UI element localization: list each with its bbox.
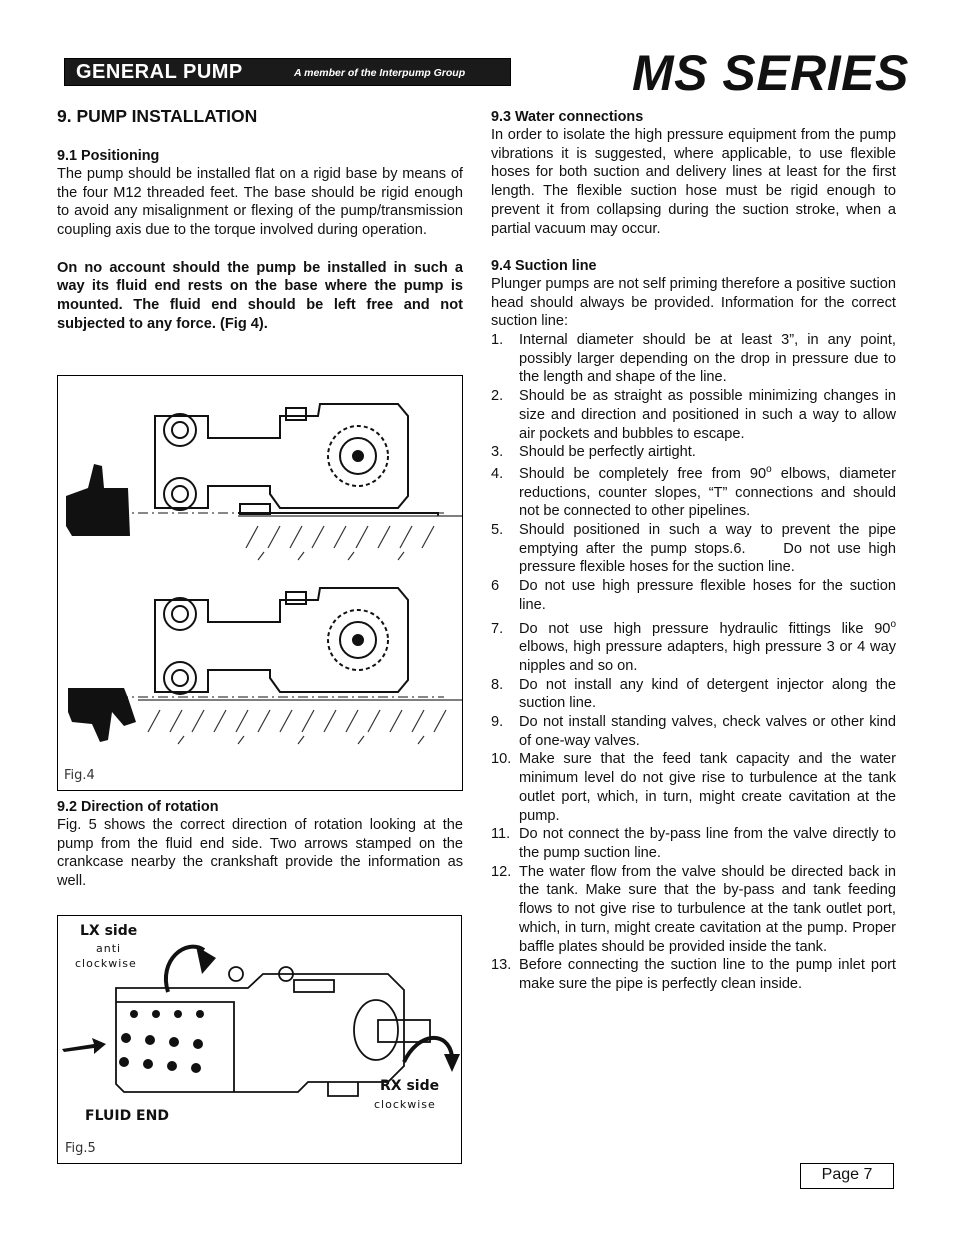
- thumbs-down-icon: [68, 688, 136, 742]
- list-item: 5. Should positioned in such a way to prevent the pipe emptying after the pump stops.6. Do not use high pressure flexible hoses for the suction line.: [491, 522, 896, 576]
- page-number: Page 7: [800, 1163, 894, 1189]
- positioning-warning: On no account should the pump be installed in such a way its fluid end rests on the base where the pump is mounted. The fluid end should be left free and not subjected to any force. (Fig 4).: [57, 259, 463, 332]
- brand-bar: [64, 58, 511, 86]
- water-connections-text: In order to isolate the high pressure equipment from the pump vibrations it is suggested, where applicable, to use flexible hoses for both suction and delivery lines at least for the first length. The flexible suction hose must be rigid enough to prevent it from collapsing during the suction stroke, when a partial vacuum may occur.: [491, 127, 896, 237]
- thumbs-up-icon: [66, 464, 130, 536]
- list-item: 1. Internal diameter should be at least 3”, in any point, possibly larger depending on the drop in pressure due to the length and shape of the line.: [491, 332, 896, 386]
- suction-line-list: [491, 331, 896, 994]
- lx-anti-label: anti: [96, 942, 122, 955]
- rotation-heading: 9.2 Direction of rotation: [57, 799, 219, 815]
- positioning-text: The pump should be installed flat on a rigid base by means of the four M12 threaded feet. The base should be rigid enough to avoid any misalignment or flexing of the pump/transmission coupling axis due to the torque involved during operation.: [57, 166, 463, 239]
- suction-line-heading: 9.4 Suction line: [491, 257, 597, 274]
- lx-clockwise-label: clockwise: [75, 957, 137, 970]
- water-connections-heading: 9.3 Water connections: [491, 109, 644, 125]
- figure-4: [57, 375, 463, 791]
- rx-side-label: RX side: [380, 1078, 440, 1094]
- rotation-text: Fig. 5 shows the correct direction of rotation looking at the pump from the fluid end side. Two arrows stamped on the crankcase nearby the crankshaft provide the information as well.: [57, 817, 463, 890]
- list-item: 11. Do not connect the by-pass line from the valve directly to the pump suction line.: [491, 826, 896, 861]
- list-item: 4. Should be completely free from 90$^o$ elbows, diameter reductions, counter slopes, “T” connections and should not be connected to other pipelines.: [491, 463, 896, 520]
- rotation-section: [57, 798, 463, 891]
- list-item: 7. Do not use high pressure hydraulic fittings like 90$^o$ elbows, high pressure adapters, high pressure 3 or 4 way nipples and so on.: [491, 618, 896, 674]
- fluid-end-label: FLUID END: [85, 1108, 169, 1124]
- list-item: 9. Do not install standing valves, check valves or other kind of one-way valves.: [491, 714, 896, 749]
- right-column: [491, 108, 896, 994]
- left-column: [57, 106, 463, 333]
- list-item: 12. The water flow from the valve should be directed back in the tank. Make sure that the by-pass and tank feeding flows to not give rise to turbulence at the tank outlet port, which, in turn, might create cavitation at the pump. Proper baffle plates should be provided inside the tank.: [491, 863, 896, 955]
- suction-line-intro: Plunger pumps are not self priming therefore a positive suction head should always be provided. Information for the correct suction line:: [491, 275, 896, 330]
- list-item: 10. Make sure that the feed tank capacity and the water minimum level do not give rise to turbulence at the tank outlet port, which, in turn, might create cavitation at the pump.: [491, 751, 896, 824]
- figure-5-label: Fig.5: [65, 1141, 96, 1156]
- inlet-arrow-icon: [62, 1038, 106, 1054]
- list-item: 8. Do not install any kind of detergent injector along the suction line.: [491, 676, 896, 712]
- series-title: MS SERIES: [632, 45, 909, 101]
- figure-4-label: Fig.4: [64, 768, 95, 783]
- figure-5: [57, 915, 462, 1164]
- section-title: 9. PUMP INSTALLATION: [57, 106, 258, 126]
- list-item: 6 Do not use high pressure flexible hoses for the suction line.: [491, 578, 896, 613]
- lx-side-label: LX side: [80, 923, 138, 939]
- pump-mounting-illustration: [58, 376, 462, 790]
- brand-name: GENERAL PUMP: [76, 61, 243, 83]
- list-item: 3. Should be perfectly airtight.: [491, 444, 696, 461]
- list-item: 13. Before connecting the suction line to the pump inlet port make sure the pipe is perfectly clean inside.: [491, 957, 896, 992]
- brand-tagline: A member of the Interpump Group: [294, 67, 466, 79]
- list-item: 2. Should be as straight as possible minimizing changes in size and direction and positioned in such a way to allow air pockets and bubbles to escape.: [491, 388, 896, 442]
- rx-clockwise-label: clockwise: [374, 1098, 436, 1111]
- positioning-heading: 9.1 Positioning: [57, 148, 160, 164]
